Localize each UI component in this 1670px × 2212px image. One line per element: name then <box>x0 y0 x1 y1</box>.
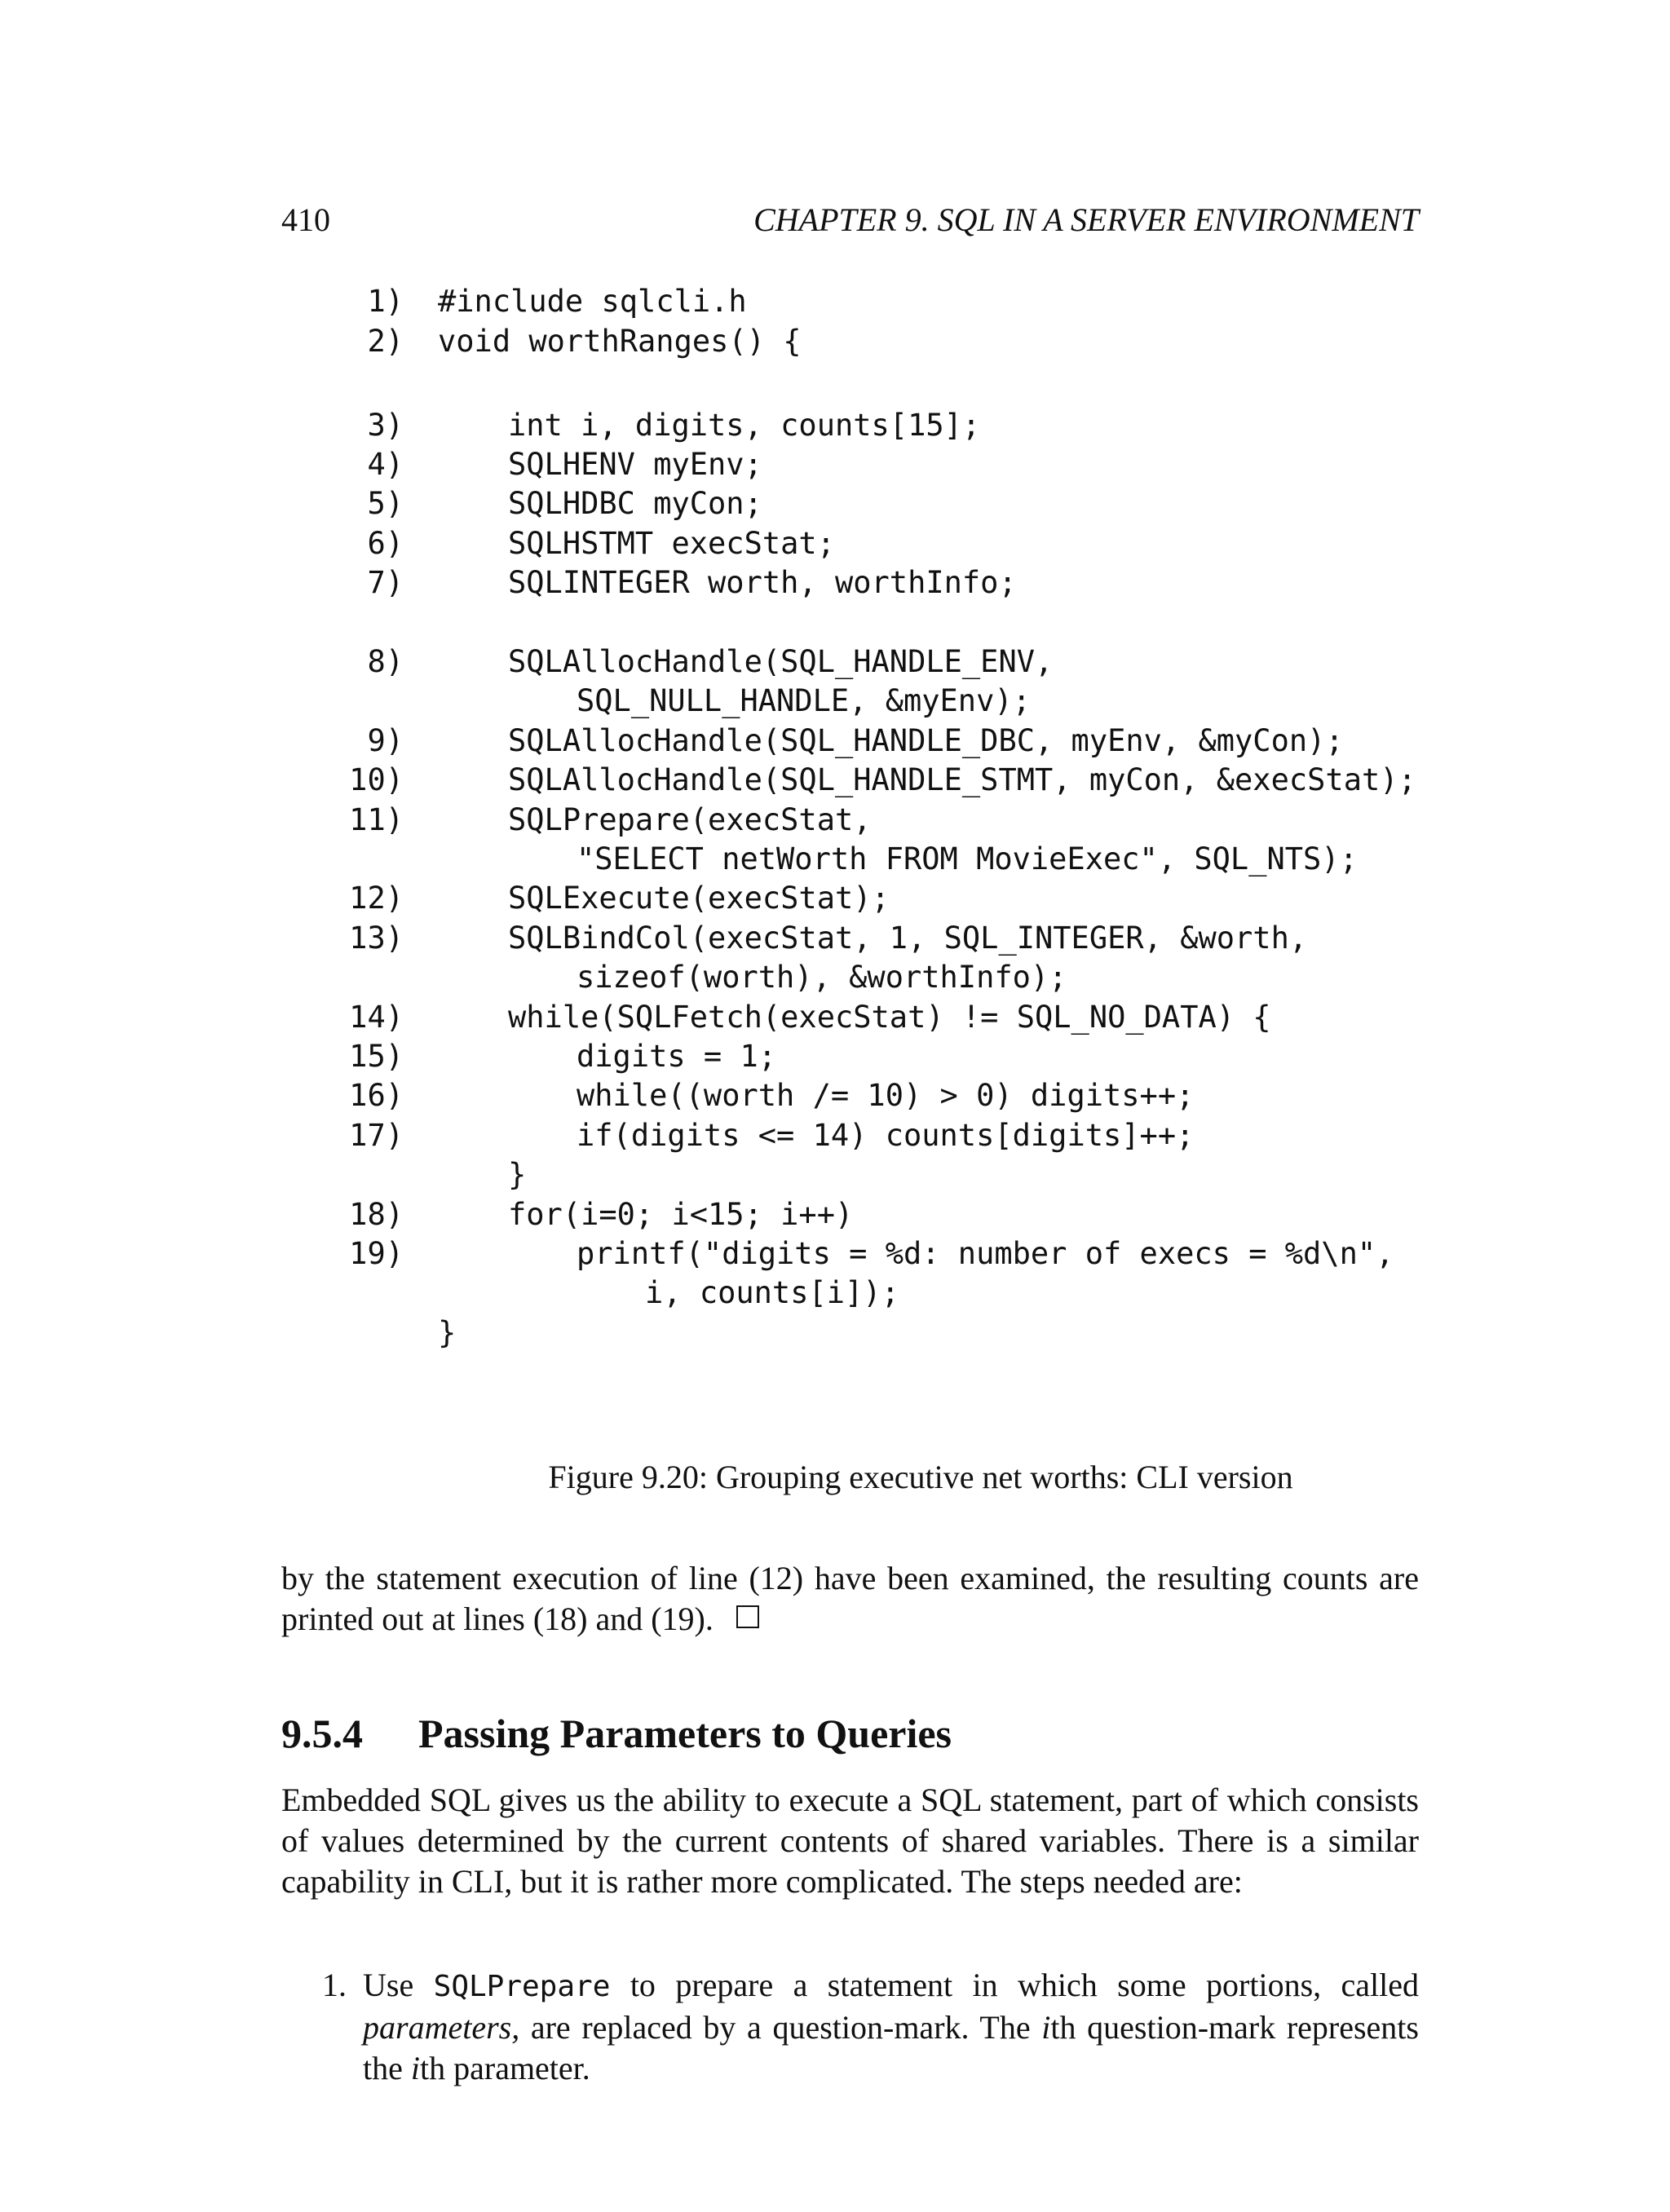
list-item-body <box>363 1965 1419 2089</box>
code-line: #include sqlcli.h <box>438 284 747 319</box>
continuation-paragraph <box>281 1558 1419 1640</box>
section-title: Passing Parameters to Queries <box>418 1711 952 1756</box>
code-line-number: 3) <box>367 408 404 443</box>
code-line: SQLHENV myEnv; <box>508 447 762 482</box>
code-line-number: 10) <box>349 762 404 797</box>
code-line-continuation: sizeof(worth), &worthInfo); <box>577 960 1067 995</box>
continuation-text: by the statement execution of line (12) have been examined, the resulting counts are printed out at lines (18) and (19). <box>281 1560 1419 1637</box>
code-line-number: 15) <box>349 1039 404 1074</box>
chapter-title: CHAPTER 9. SQL IN A SERVER ENVIRONMENT <box>753 201 1419 238</box>
code-line-number: 12) <box>349 881 404 916</box>
figure-caption <box>0 1458 1670 1497</box>
code-line: SQLHSTMT execStat; <box>508 526 835 561</box>
step-text: th parameter. <box>420 2050 590 2086</box>
code-line: while(SQLFetch(execStat) != SQL_NO_DATA) { <box>508 1000 1271 1035</box>
step-text: Use <box>363 1967 414 2003</box>
step-term: parameters, <box>363 2009 520 2046</box>
code-line: SQLExecute(execStat); <box>508 881 890 916</box>
code-line-number: 7) <box>367 565 404 600</box>
step-code: SQLPrepare <box>433 1970 611 2003</box>
code-line-number: 18) <box>349 1197 404 1232</box>
code-line: SQLPrepare(execStat, <box>508 802 872 837</box>
list-item <box>322 1965 1419 2089</box>
figure-caption-text: Figure 9.20: Grouping executive net worths: CLI version <box>548 1459 1293 1495</box>
code-line: SQLBindCol(execStat, 1, SQL_INTEGER, &worth, <box>508 921 1308 956</box>
code-line-number: 13) <box>349 921 404 956</box>
code-line-number: 8) <box>367 644 404 679</box>
page-number: 410 <box>281 201 330 238</box>
intro-text: Embedded SQL gives us the ability to execute a SQL statement, part of which consists of values determined by the current contents of shared variables. There is a similar capability in CLI, but it is rather more complicated. The steps needed are: <box>281 1782 1419 1900</box>
code-line: int i, digits, counts[15]; <box>508 408 981 443</box>
end-of-example-box-icon <box>736 1605 759 1628</box>
code-line-number: 2) <box>367 324 404 359</box>
code-line: if(digits <= 14) counts[digits]++; <box>577 1118 1195 1153</box>
code-line: for(i=0; i<15; i++) <box>508 1197 854 1232</box>
code-line: digits = 1; <box>577 1039 777 1074</box>
code-line-number: 5) <box>367 486 404 521</box>
code-line-number: 17) <box>349 1118 404 1153</box>
code-line-number: 14) <box>349 1000 404 1035</box>
code-line-number: 19) <box>349 1236 404 1271</box>
code-line-number: 9) <box>367 723 404 758</box>
step-text: are replaced by a question-mark. The <box>530 2009 1031 2046</box>
code-line: SQLINTEGER worth, worthInfo; <box>508 565 1017 600</box>
code-line: SQLAllocHandle(SQL_HANDLE_ENV, <box>508 644 1054 679</box>
code-line: void worthRanges() { <box>438 324 802 359</box>
section-number: 9.5.4 <box>281 1711 363 1756</box>
step-variable: i <box>410 2050 420 2086</box>
step-text: th question-mark represents the <box>363 2009 1419 2086</box>
code-closing-brace: } <box>438 1315 457 1350</box>
list-marker: 1. <box>322 1967 347 2003</box>
step-text: to prepare a statement in which some portions, called <box>630 1967 1420 2003</box>
code-closing-brace: } <box>508 1157 527 1192</box>
code-line-continuation: SQL_NULL_HANDLE, &myEnv); <box>577 683 1031 718</box>
code-line: SQLAllocHandle(SQL_HANDLE_DBC, myEnv, &myCon); <box>508 723 1344 758</box>
code-line-number: 6) <box>367 526 404 561</box>
code-line: printf("digits = %d: number of execs = %d\n", <box>577 1236 1394 1271</box>
code-line: SQLHDBC myCon; <box>508 486 762 521</box>
code-line-number: 16) <box>349 1078 404 1113</box>
section-heading <box>281 1710 952 1757</box>
step-variable: i <box>1041 2009 1051 2046</box>
code-line: while((worth /= 10) > 0) digits++; <box>577 1078 1195 1113</box>
code-line-number: 1) <box>367 284 404 319</box>
code-line-continuation: "SELECT netWorth FROM MovieExec", SQL_NTS); <box>577 841 1358 876</box>
code-line-continuation: i, counts[i]); <box>645 1275 899 1310</box>
code-line-number: 11) <box>349 802 404 837</box>
code-line: SQLAllocHandle(SQL_HANDLE_STMT, myCon, &execStat); <box>508 762 1416 797</box>
intro-paragraph <box>281 1780 1419 1902</box>
code-line-number: 4) <box>367 447 404 482</box>
